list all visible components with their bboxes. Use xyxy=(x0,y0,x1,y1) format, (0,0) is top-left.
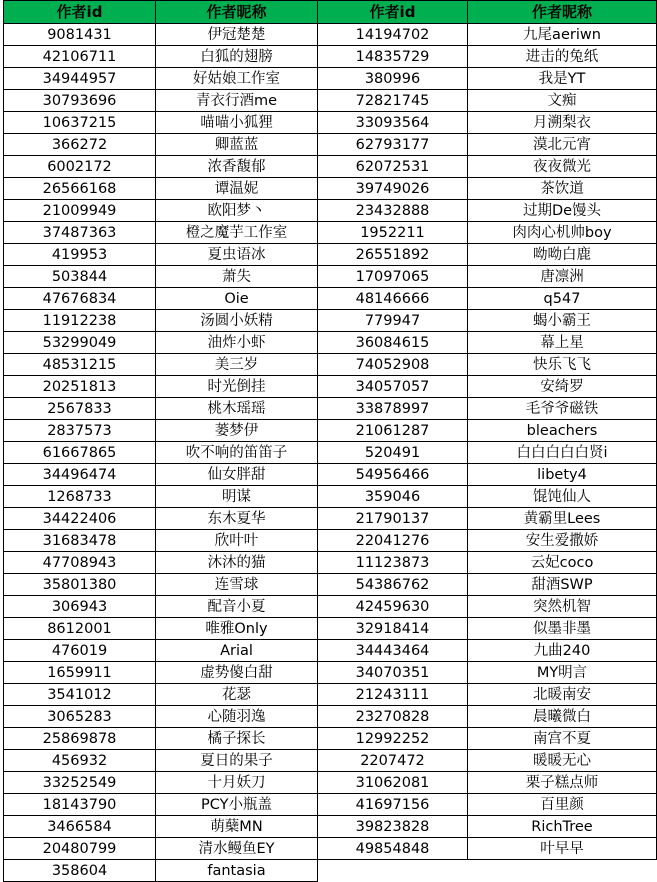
author-nickname-cell[interactable]: 萌蘖MN xyxy=(156,816,318,838)
author-nickname-cell[interactable]: 叶早早 xyxy=(468,838,657,860)
author-id-cell[interactable]: 366272 xyxy=(4,134,156,156)
header-author-id-2[interactable]: 作者id xyxy=(318,1,468,24)
table-row xyxy=(4,684,657,706)
author-id-cell[interactable]: 520491 xyxy=(318,442,468,464)
author-nickname-cell[interactable]: 仙女胖甜 xyxy=(156,464,318,486)
author-id-cell[interactable]: 2567833 xyxy=(4,398,156,420)
author-nickname-cell[interactable]: 吹不响的笛笛子 xyxy=(156,442,318,464)
author-id-cell[interactable]: 47708943 xyxy=(4,552,156,574)
author-nickname-cell[interactable]: 栗子糕点师 xyxy=(468,772,657,794)
table-row xyxy=(4,200,657,222)
header-author-nickname-1[interactable]: 作者昵称 xyxy=(156,1,318,24)
author-nickname-cell[interactable]: 汤圆小妖精 xyxy=(156,310,318,332)
author-id-cell[interactable]: 20251813 xyxy=(4,376,156,398)
author-id-cell[interactable]: 33093564 xyxy=(318,112,468,134)
author-nickname-cell[interactable]: 东木夏华 xyxy=(156,508,318,530)
table-row xyxy=(4,310,657,332)
author-nickname-cell[interactable]: 呦呦白鹿 xyxy=(468,244,657,266)
table-row xyxy=(4,420,657,442)
author-nickname-cell[interactable]: 唯雅Only xyxy=(156,618,318,640)
author-nickname-cell[interactable]: 北暖南安 xyxy=(468,684,657,706)
author-id-cell[interactable]: 26551892 xyxy=(318,244,468,266)
author-nickname-cell[interactable]: 漠北元宵 xyxy=(468,134,657,156)
author-nickname-cell[interactable]: 蝎小霸王 xyxy=(468,310,657,332)
author-id-cell[interactable]: 31683478 xyxy=(4,530,156,552)
author-id-cell[interactable]: 37487363 xyxy=(4,222,156,244)
table-row xyxy=(4,838,657,860)
author-id-cell[interactable]: 503844 xyxy=(4,266,156,288)
author-nickname-cell[interactable]: 月溯梨衣 xyxy=(468,112,657,134)
author-nickname-cell[interactable]: 明谋 xyxy=(156,486,318,508)
author-id-cell[interactable]: 476019 xyxy=(4,640,156,662)
author-nickname-cell[interactable]: 欧阳梦丶 xyxy=(156,200,318,222)
header-author-id-1[interactable]: 作者id xyxy=(4,1,156,24)
author-id-cell[interactable]: 3065283 xyxy=(4,706,156,728)
table-row xyxy=(4,552,657,574)
table-row xyxy=(4,244,657,266)
author-nickname-cell[interactable]: 暖暖无心 xyxy=(468,750,657,772)
author-id-cell[interactable]: 14194702 xyxy=(318,24,468,46)
author-nickname-cell[interactable]: 十月妖刀 xyxy=(156,772,318,794)
author-id-cell[interactable]: 47676834 xyxy=(4,288,156,310)
author-id-cell[interactable]: 54956466 xyxy=(318,464,468,486)
author-id-cell[interactable]: 23270828 xyxy=(318,706,468,728)
author-id-cell[interactable]: 1659911 xyxy=(4,662,156,684)
author-id-cell[interactable]: 419953 xyxy=(4,244,156,266)
table-row xyxy=(4,266,657,288)
author-id-cell[interactable]: 48146666 xyxy=(318,288,468,310)
table-row xyxy=(4,90,657,112)
author-nickname-cell[interactable]: 橙之魔芋工作室 xyxy=(156,222,318,244)
author-nickname-cell[interactable]: 花瑟 xyxy=(156,684,318,706)
author-id-cell[interactable]: 61667865 xyxy=(4,442,156,464)
author-nickname-cell[interactable]: 蒌梦伊 xyxy=(156,420,318,442)
author-nickname-cell[interactable]: 甜酒SWP xyxy=(468,574,657,596)
table-row xyxy=(4,574,657,596)
table-row xyxy=(4,508,657,530)
author-id-cell[interactable]: 380996 xyxy=(318,68,468,90)
author-nickname-cell[interactable]: 卿蓝蓝 xyxy=(156,134,318,156)
table-row xyxy=(4,794,657,816)
author-id-cell[interactable]: 42106711 xyxy=(4,46,156,68)
author-nickname-cell[interactable]: 过期De馒头 xyxy=(468,200,657,222)
author-id-cell[interactable]: 33878997 xyxy=(318,398,468,420)
table-row xyxy=(4,662,657,684)
author-id-cell[interactable]: 54386762 xyxy=(318,574,468,596)
table-row xyxy=(4,442,657,464)
author-nickname-cell[interactable]: 时光倒挂 xyxy=(156,376,318,398)
author-nickname-cell[interactable]: fantasia xyxy=(156,860,318,882)
table-row xyxy=(4,816,657,838)
author-nickname-cell[interactable]: PCY小瓶盖 xyxy=(156,794,318,816)
author-id-cell[interactable]: 2207472 xyxy=(318,750,468,772)
table-row xyxy=(4,332,657,354)
empty-cell xyxy=(318,860,468,882)
author-id-cell[interactable]: 25869878 xyxy=(4,728,156,750)
author-id-cell[interactable]: 17097065 xyxy=(318,266,468,288)
author-id-cell[interactable]: 34070351 xyxy=(318,662,468,684)
author-nickname-cell[interactable]: libety4 xyxy=(468,464,657,486)
author-nickname-cell[interactable]: 清水鳗鱼EY xyxy=(156,838,318,860)
author-id-cell[interactable]: 11912238 xyxy=(4,310,156,332)
author-nickname-cell[interactable]: 夜夜微光 xyxy=(468,156,657,178)
table-row xyxy=(4,706,657,728)
author-nickname-cell[interactable]: 萧失 xyxy=(156,266,318,288)
author-id-cell[interactable]: 22041276 xyxy=(318,530,468,552)
table-body xyxy=(4,24,657,882)
author-nickname-cell[interactable]: 文痴 xyxy=(468,90,657,112)
author-nickname-cell[interactable]: MY明言 xyxy=(468,662,657,684)
author-id-cell[interactable]: 21243111 xyxy=(318,684,468,706)
author-nickname-cell[interactable]: 配音小夏 xyxy=(156,596,318,618)
author-nickname-cell[interactable]: 好姑娘工作室 xyxy=(156,68,318,90)
author-id-cell[interactable]: 34944957 xyxy=(4,68,156,90)
author-id-cell[interactable]: 358604 xyxy=(4,860,156,882)
author-id-cell[interactable]: 779947 xyxy=(318,310,468,332)
author-id-cell[interactable]: 39823828 xyxy=(318,816,468,838)
table-row xyxy=(4,530,657,552)
author-nickname-cell[interactable]: 心随羽逸 xyxy=(156,706,318,728)
author-nickname-cell[interactable]: 青衣行酒me xyxy=(156,90,318,112)
author-id-cell[interactable]: 48531215 xyxy=(4,354,156,376)
author-id-cell[interactable]: 12992252 xyxy=(318,728,468,750)
author-nickname-cell[interactable]: 馄饨仙人 xyxy=(468,486,657,508)
author-id-cell[interactable]: 34057057 xyxy=(318,376,468,398)
table-row xyxy=(4,728,657,750)
author-nickname-cell[interactable]: 连雪球 xyxy=(156,574,318,596)
author-nickname-cell[interactable]: 喵喵小狐狸 xyxy=(156,112,318,134)
author-nickname-cell[interactable]: 进击的兔纸 xyxy=(468,46,657,68)
author-nickname-cell[interactable]: 橘子探长 xyxy=(156,728,318,750)
author-id-cell[interactable]: 21009949 xyxy=(4,200,156,222)
table-row xyxy=(4,354,657,376)
author-id-cell[interactable]: 3541012 xyxy=(4,684,156,706)
author-id-cell[interactable]: 23432888 xyxy=(318,200,468,222)
table-row xyxy=(4,288,657,310)
author-id-cell[interactable]: 3466584 xyxy=(4,816,156,838)
author-nickname-cell[interactable]: 茶饮道 xyxy=(468,178,657,200)
author-id-cell[interactable]: 49854848 xyxy=(318,838,468,860)
author-id-cell[interactable]: 2837573 xyxy=(4,420,156,442)
author-id-cell[interactable]: 8612001 xyxy=(4,618,156,640)
table-row xyxy=(4,134,657,156)
author-id-cell[interactable]: 18143790 xyxy=(4,794,156,816)
author-id-cell[interactable]: 10637215 xyxy=(4,112,156,134)
author-id-cell[interactable]: 34443464 xyxy=(318,640,468,662)
author-id-cell[interactable]: 31062081 xyxy=(318,772,468,794)
author-id-cell[interactable]: 14835729 xyxy=(318,46,468,68)
author-nickname-cell[interactable]: 百里颜 xyxy=(468,794,657,816)
author-id-cell[interactable]: 21790137 xyxy=(318,508,468,530)
author-nickname-cell[interactable]: 唐凛洲 xyxy=(468,266,657,288)
author-id-cell[interactable]: 62072531 xyxy=(318,156,468,178)
table-row xyxy=(4,24,657,46)
author-nickname-cell[interactable]: 黄霸里Lees xyxy=(468,508,657,530)
table-row xyxy=(4,750,657,772)
author-id-cell[interactable]: 72821745 xyxy=(318,90,468,112)
empty-cell xyxy=(468,860,657,882)
author-id-cell[interactable]: 33252549 xyxy=(4,772,156,794)
author-nickname-cell[interactable]: 沐沐的猫 xyxy=(156,552,318,574)
author-nickname-cell[interactable]: 晨曦微白 xyxy=(468,706,657,728)
author-nickname-cell[interactable]: 似墨非墨 xyxy=(468,618,657,640)
author-nickname-cell[interactable]: 白白白白白贤i xyxy=(468,442,657,464)
author-id-cell[interactable]: 62793177 xyxy=(318,134,468,156)
author-nickname-cell[interactable]: 毛爷爷磁铁 xyxy=(468,398,657,420)
author-id-cell[interactable]: 36084615 xyxy=(318,332,468,354)
author-nickname-cell[interactable]: 夏日的果子 xyxy=(156,750,318,772)
author-nickname-cell[interactable]: 幕上星 xyxy=(468,332,657,354)
author-id-cell[interactable]: 74052908 xyxy=(318,354,468,376)
author-nickname-cell[interactable]: 突然机智 xyxy=(468,596,657,618)
table-row xyxy=(4,640,657,662)
table-row xyxy=(4,112,657,134)
author-nickname-cell[interactable]: 油炸小虾 xyxy=(156,332,318,354)
author-id-cell[interactable]: 21061287 xyxy=(318,420,468,442)
author-table xyxy=(3,0,657,882)
author-nickname-cell[interactable]: 九曲240 xyxy=(468,640,657,662)
table-row xyxy=(4,156,657,178)
author-nickname-cell[interactable]: Arial xyxy=(156,640,318,662)
author-id-cell[interactable]: 30793696 xyxy=(4,90,156,112)
table-row xyxy=(4,618,657,640)
author-nickname-cell[interactable]: 白狐的翅膀 xyxy=(156,46,318,68)
table-row xyxy=(4,860,657,882)
table-row xyxy=(4,596,657,618)
author-nickname-cell[interactable]: 安生爱撒娇 xyxy=(468,530,657,552)
author-id-cell[interactable]: 34422406 xyxy=(4,508,156,530)
header-author-nickname-2[interactable]: 作者昵称 xyxy=(468,1,657,24)
author-id-cell[interactable]: 26566168 xyxy=(4,178,156,200)
author-id-cell[interactable]: 20480799 xyxy=(4,838,156,860)
author-nickname-cell[interactable]: 美三岁 xyxy=(156,354,318,376)
author-nickname-cell[interactable]: 九尾aeriwn xyxy=(468,24,657,46)
author-id-cell[interactable]: 9081431 xyxy=(4,24,156,46)
table-row xyxy=(4,398,657,420)
table-row xyxy=(4,68,657,90)
table-row xyxy=(4,464,657,486)
author-nickname-cell[interactable]: 快乐飞飞 xyxy=(468,354,657,376)
table-row xyxy=(4,486,657,508)
author-nickname-cell[interactable]: Oie xyxy=(156,288,318,310)
author-nickname-cell[interactable]: q547 xyxy=(468,288,657,310)
author-id-cell[interactable]: 6002172 xyxy=(4,156,156,178)
author-nickname-cell[interactable]: 桃木瑶瑶 xyxy=(156,398,318,420)
author-nickname-cell[interactable]: 伊冠楚楚 xyxy=(156,24,318,46)
author-nickname-cell[interactable]: 我是YT xyxy=(468,68,657,90)
author-id-cell[interactable]: 1952211 xyxy=(318,222,468,244)
table-row xyxy=(4,222,657,244)
author-nickname-cell[interactable]: 谭温妮 xyxy=(156,178,318,200)
author-id-cell[interactable]: 41697156 xyxy=(318,794,468,816)
author-nickname-cell[interactable]: 虚势傻白甜 xyxy=(156,662,318,684)
author-nickname-cell[interactable]: RichTree xyxy=(468,816,657,838)
author-id-cell[interactable]: 34496474 xyxy=(4,464,156,486)
author-nickname-cell[interactable]: 安绮罗 xyxy=(468,376,657,398)
author-id-cell[interactable]: 1268733 xyxy=(4,486,156,508)
author-id-cell[interactable]: 35801380 xyxy=(4,574,156,596)
author-id-cell[interactable]: 53299049 xyxy=(4,332,156,354)
author-id-cell[interactable]: 359046 xyxy=(318,486,468,508)
author-nickname-cell[interactable]: 云妃coco xyxy=(468,552,657,574)
author-id-cell[interactable]: 11123873 xyxy=(318,552,468,574)
author-id-cell[interactable]: 42459630 xyxy=(318,596,468,618)
author-id-cell[interactable]: 456932 xyxy=(4,750,156,772)
author-id-cell[interactable]: 306943 xyxy=(4,596,156,618)
table-row xyxy=(4,772,657,794)
table-row xyxy=(4,376,657,398)
table-row xyxy=(4,46,657,68)
author-nickname-cell[interactable]: bleachers xyxy=(468,420,657,442)
author-nickname-cell[interactable]: 夏虫语冰 xyxy=(156,244,318,266)
author-nickname-cell[interactable]: 南宫不夏 xyxy=(468,728,657,750)
author-id-cell[interactable]: 32918414 xyxy=(318,618,468,640)
author-id-cell[interactable]: 39749026 xyxy=(318,178,468,200)
author-nickname-cell[interactable]: 欣叶叶 xyxy=(156,530,318,552)
header-row xyxy=(4,1,657,24)
author-nickname-cell[interactable]: 肉肉心机帅boy xyxy=(468,222,657,244)
table-row xyxy=(4,178,657,200)
author-nickname-cell[interactable]: 浓香馥郁 xyxy=(156,156,318,178)
